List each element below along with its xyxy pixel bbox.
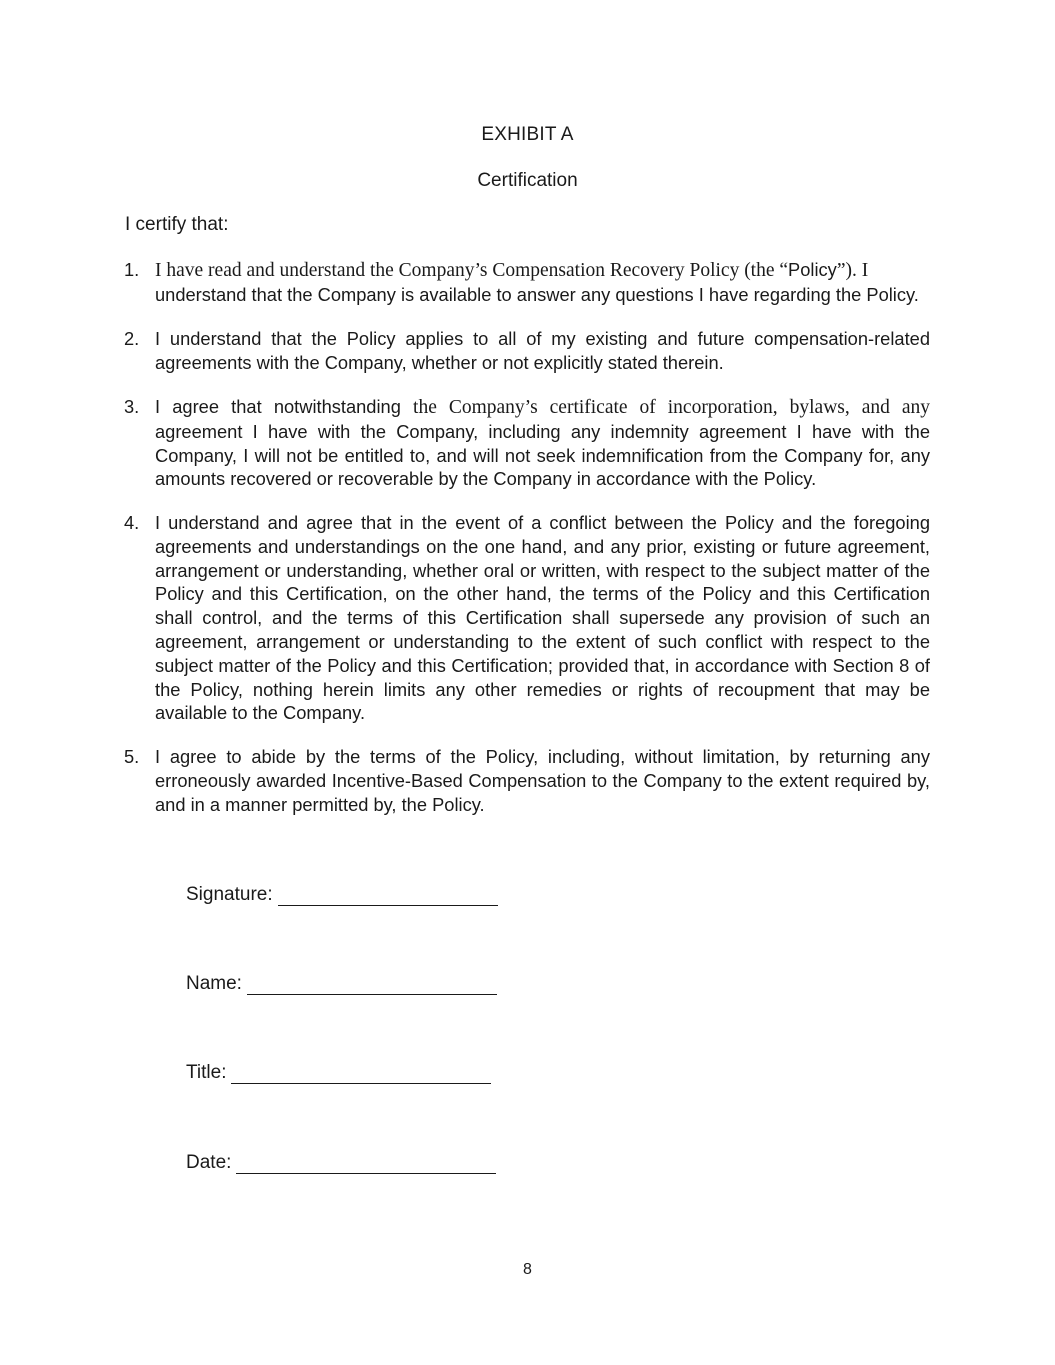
exhibit-title: EXHIBIT A — [481, 124, 574, 145]
name-field[interactable] — [186, 971, 497, 995]
title-line[interactable] — [231, 1063, 491, 1084]
item-number: 5. — [124, 746, 140, 767]
signature-line[interactable] — [278, 885, 498, 906]
name-label: Name: — [186, 973, 242, 994]
item-text: I understand and agree that in the event of a conflict between the Policy and the foregoing agreements and understandings on the one hand, and any prior, existing or future agreement, arrangement or understanding, whether oral or written, with respect to the subject matter of the Policy and this Certification, on the other hand, the terms of the Policy and this Certification shall control, and the terms of this Certification shall supersede any provision of such an agreement, arrangement or understanding to the extent of such conflict with respect to the subject matter of the Policy and this Certification; provided that, in accordance with Section 8 of the Policy, nothing herein limits any other remedies or rights of recoupment that may be available to the Company. — [155, 512, 930, 724]
item-text-b: agreement I have with the Company, including any indemnity agreement I have with the Company, I will not be entitled to, and will not seek indemnification from the Company for, any amounts recovered or recoverable by the Company in accordance with the Policy. — [155, 420, 930, 490]
title-label: Title: — [186, 1062, 227, 1083]
policy-term: Policy — [788, 259, 837, 280]
page-number: 8 — [523, 1261, 532, 1278]
item-text — [155, 258, 930, 307]
item-text-rest: understand that the Company is available to answer any questions I have regarding the Policy. — [155, 283, 919, 305]
list-item — [124, 745, 930, 816]
item-text-a: I agree that notwithstanding — [155, 396, 414, 417]
item-text-serif: I have read and understand the Company’s Compensation Recovery Policy (the “ — [155, 260, 789, 281]
item-text-serif: the Company’s certificate of incorporation, bylaws, and any — [413, 397, 930, 418]
date-line[interactable] — [236, 1153, 496, 1174]
signature-field[interactable] — [186, 882, 498, 906]
name-line[interactable] — [247, 974, 497, 995]
list-item — [124, 395, 930, 491]
item-number: 3. — [124, 396, 140, 417]
item-number: 2. — [124, 328, 140, 349]
list-item — [124, 327, 930, 375]
signature-label: Signature: — [186, 884, 273, 905]
item-text — [155, 395, 930, 491]
intro-text: I certify that: — [125, 214, 229, 235]
item-number: 4. — [124, 512, 140, 533]
certification-subtitle: Certification — [477, 170, 578, 191]
title-field[interactable] — [186, 1060, 491, 1084]
item-text: I agree to abide by the terms of the Policy, including, without limitation, by returning any erroneously awarded Incentive-Based Compensation to the Company to the extent required by, and in a manner permitted by, the Policy. — [155, 746, 930, 815]
item-number: 1. — [124, 259, 140, 280]
date-field[interactable] — [186, 1150, 496, 1174]
list-item — [124, 258, 930, 307]
item-text: I understand that the Policy applies to all of my existing and future compensation-related agreements with the Company, whether or not explicitly stated therein. — [155, 328, 930, 373]
date-label: Date: — [186, 1152, 232, 1173]
list-item — [124, 511, 930, 725]
item-text-serif-end: ”). I — [836, 260, 869, 281]
